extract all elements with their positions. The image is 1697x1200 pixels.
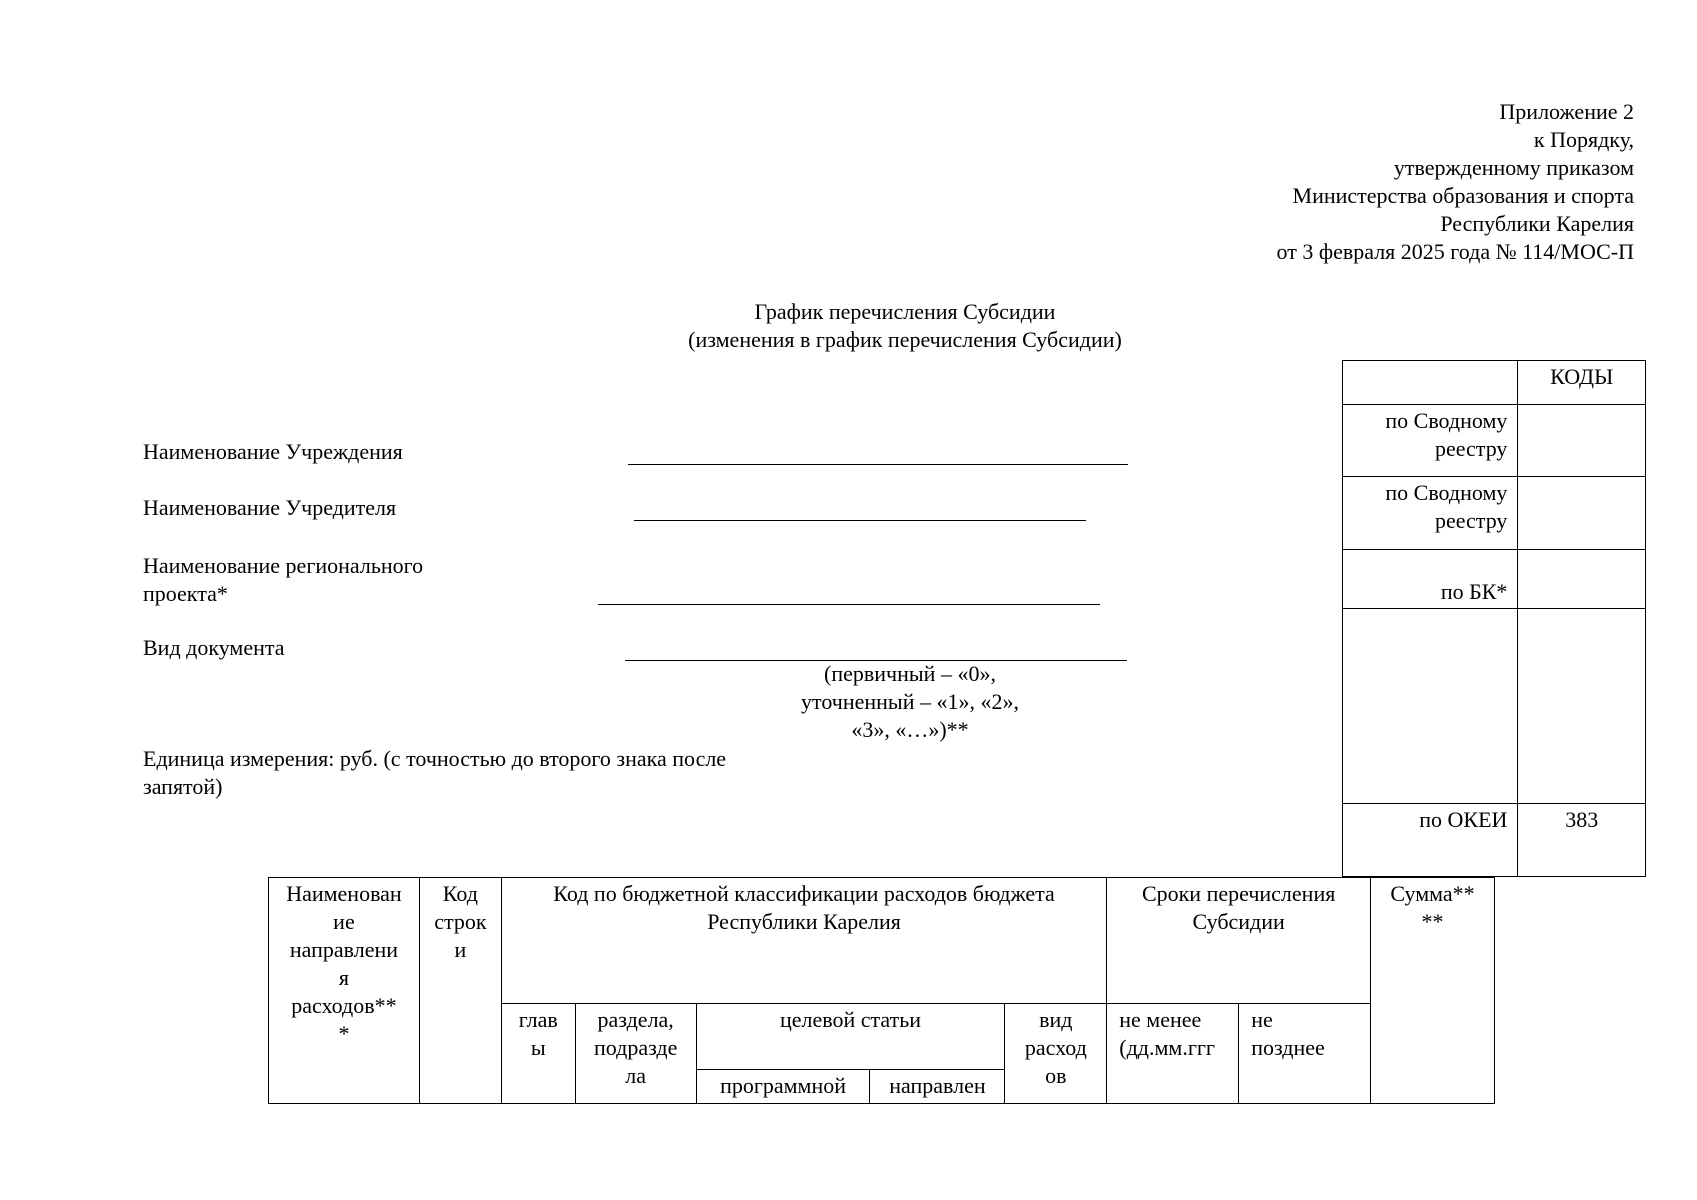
codes-label-line: реестру — [1434, 436, 1508, 461]
title-line1: График перечисления Субсидии — [754, 299, 1056, 324]
codes-header-empty — [1343, 361, 1518, 405]
project-label-line2: проекта* — [143, 581, 228, 606]
header-line: ы — [530, 1035, 546, 1060]
codes-row-value[interactable] — [1518, 477, 1646, 550]
institution-input-line[interactable] — [628, 464, 1128, 465]
header-line: ие — [333, 909, 355, 934]
codes-row-label — [1343, 609, 1518, 804]
header-line: Сумма** — [1390, 881, 1475, 906]
header-line: (дд.мм.ггг — [1119, 1035, 1215, 1060]
appendix-line: от 3 февраля 2025 года № 114/МОС-П — [1276, 239, 1634, 264]
appendix-line: к Порядку, — [1533, 127, 1634, 152]
hint-line: уточненный – «1», «2», — [801, 689, 1019, 714]
founder-input-line[interactable] — [634, 520, 1086, 521]
appendix-line: Республики Карелия — [1440, 211, 1634, 236]
header-not-earlier — [1107, 1004, 1239, 1104]
header-line: Код — [442, 881, 478, 906]
header-program: программной — [696, 1070, 870, 1104]
header-direction-part: направлен — [870, 1070, 1005, 1104]
codes-row-value[interactable] — [1518, 405, 1646, 477]
header-target-article: целевой статьи — [696, 1004, 1005, 1070]
header-line: ла — [625, 1063, 647, 1088]
hint-line: (первичный – «0», — [824, 661, 996, 686]
header-line: расходов** — [291, 993, 397, 1018]
header-line: ** — [1421, 909, 1444, 934]
header-line: * — [338, 1021, 350, 1046]
codes-row-label — [1343, 804, 1518, 877]
header-line: Код по бюджетной классификации расходов бюджета — [553, 881, 1055, 906]
codes-label-line: по БК* — [1440, 579, 1508, 604]
header-line: расход — [1024, 1035, 1087, 1060]
unit-line2: запятой) — [143, 774, 223, 799]
appendix-header — [934, 98, 1634, 266]
header-chapter — [501, 1004, 575, 1104]
header-expense-kind — [1005, 1004, 1107, 1104]
header-line: раздела, — [597, 1007, 674, 1032]
institution-label: Наименование Учреждения — [143, 439, 403, 464]
codes-label-line: по Сводному — [1385, 480, 1508, 505]
hint-line: «3», «…»)** — [851, 717, 969, 742]
header-line: не — [1251, 1007, 1273, 1032]
codes-row-label — [1343, 477, 1518, 550]
project-input-line[interactable] — [598, 604, 1100, 605]
header-line: позднее — [1251, 1035, 1325, 1060]
header-line: направлени — [289, 937, 399, 962]
codes-row-value[interactable] — [1518, 609, 1646, 804]
codes-label-line: по ОКЕИ — [1419, 807, 1508, 832]
codes-label-line: по Сводному — [1385, 408, 1508, 433]
codes-row-label — [1343, 550, 1518, 609]
appendix-line: Министерства образования и спорта — [1292, 183, 1634, 208]
codes-row-value[interactable] — [1518, 550, 1646, 609]
header-row-code — [419, 878, 501, 1104]
header-section — [575, 1004, 696, 1104]
founder-label: Наименование Учредителя — [143, 495, 397, 520]
header-line: я — [338, 965, 350, 990]
codes-label-line: реестру — [1434, 508, 1508, 533]
header-line: Республики Карелия — [707, 909, 901, 934]
header-line: подразде — [594, 1035, 678, 1060]
header-line: Сроки перечисления — [1141, 881, 1336, 906]
header-not-later — [1239, 1004, 1371, 1104]
project-label — [143, 552, 423, 608]
codes-table — [1342, 360, 1646, 877]
header-line: строк — [434, 909, 487, 934]
appendix-line: Приложение 2 — [1499, 99, 1634, 124]
document-title — [540, 298, 1270, 354]
codes-row-label — [1343, 405, 1518, 477]
header-line: ов — [1045, 1063, 1067, 1088]
header-line: и — [454, 937, 467, 962]
doc-type-label: Вид документа — [143, 635, 285, 660]
project-label-line1: Наименование регионального — [143, 553, 424, 578]
header-line: вид — [1039, 1007, 1073, 1032]
doc-type-hint — [760, 660, 1060, 744]
unit-of-measure — [143, 745, 813, 801]
header-line: не менее — [1119, 1007, 1202, 1032]
header-line: глав — [518, 1007, 558, 1032]
codes-header: КОДЫ — [1518, 361, 1646, 405]
header-sum — [1371, 878, 1495, 1104]
unit-line1: Единица измерения: руб. (с точностью до второго знака после — [143, 746, 727, 771]
header-line: Субсидии — [1192, 909, 1285, 934]
header-budget-classification — [501, 878, 1106, 1004]
schedule-table — [268, 877, 1495, 1104]
codes-row-value[interactable]: 383 — [1518, 804, 1646, 877]
title-line2: (изменения в график перечисления Субсидии) — [688, 327, 1122, 352]
header-line: Наименован — [286, 881, 402, 906]
header-direction — [269, 878, 420, 1104]
appendix-line: утвержденному приказом — [1393, 155, 1634, 180]
header-transfer-terms — [1107, 878, 1371, 1004]
